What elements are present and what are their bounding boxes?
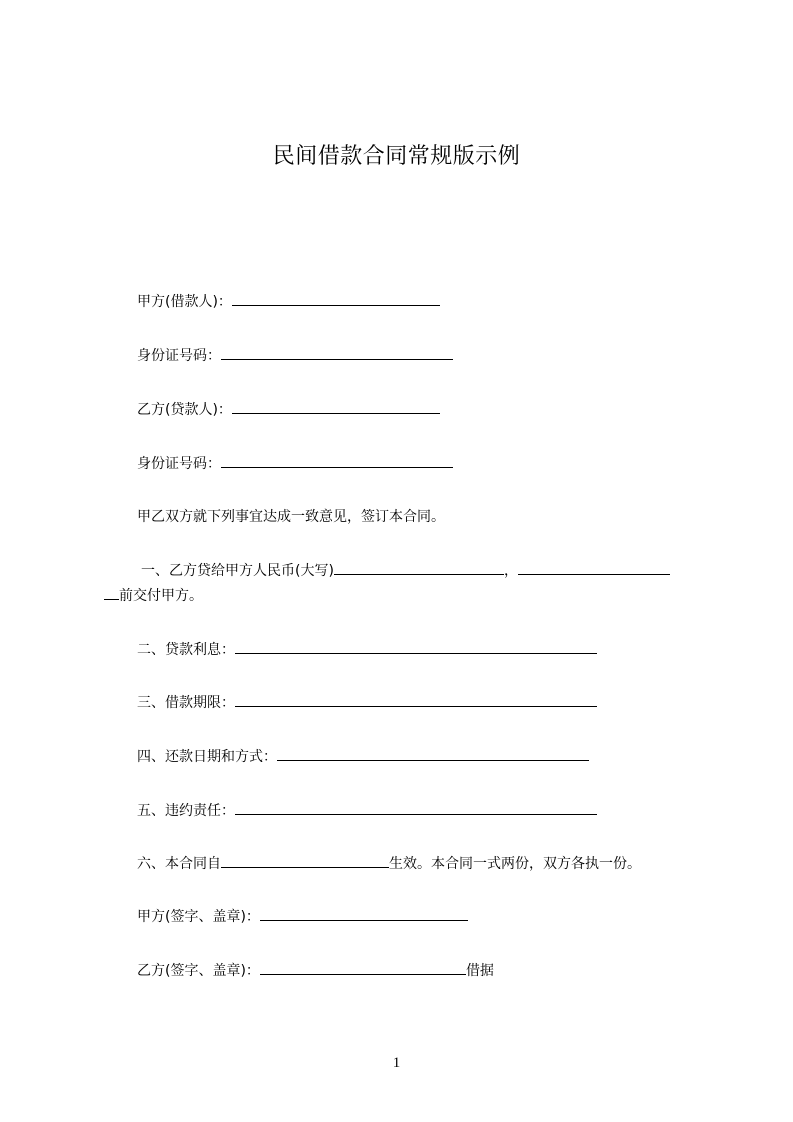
clause-2-blank[interactable] xyxy=(235,638,597,654)
signature-party-b-blank[interactable] xyxy=(260,959,466,975)
party-a-line xyxy=(137,290,440,312)
clause-6-label: 六、本合同自 xyxy=(137,856,221,872)
party-a-id-blank[interactable] xyxy=(221,344,453,360)
signature-party-a-label: 甲方(签字、盖章)： xyxy=(137,909,260,925)
clause-1-end: 前交付甲方。 xyxy=(119,588,203,604)
party-b-blank[interactable] xyxy=(232,398,440,414)
clause-6-line xyxy=(137,852,641,874)
clause-6-end: 生效。本合同一式两份，双方各执一份。 xyxy=(389,856,641,872)
clause-2-label: 二、贷款利息： xyxy=(137,642,235,658)
document-title: 民间借款合同常规版示例 xyxy=(272,144,521,169)
clause-2-line xyxy=(137,638,597,660)
clause-3-blank[interactable] xyxy=(235,691,597,707)
clause-5-blank[interactable] xyxy=(235,799,597,815)
signature-party-b-label: 乙方(签字、盖章)： xyxy=(137,963,260,979)
party-a-id-label: 身份证号码： xyxy=(137,348,221,364)
clause-1-amount-blank[interactable] xyxy=(334,559,504,575)
party-a-id-line xyxy=(137,344,453,366)
clause-1-date-blank[interactable] xyxy=(518,559,670,575)
signature-party-a-line xyxy=(137,905,468,927)
clause-1-date-blank-cont[interactable] xyxy=(104,584,119,600)
signature-party-a-blank[interactable] xyxy=(260,905,468,921)
clause-5-line xyxy=(137,799,597,821)
clause-1-label: 一、乙方贷给甲方人民币(大写) xyxy=(141,563,334,579)
clause-1-comma: ， xyxy=(503,563,518,579)
clause-4-blank[interactable] xyxy=(277,745,589,761)
party-b-line xyxy=(137,398,440,420)
clause-3-label: 三、借款期限： xyxy=(137,695,235,711)
clause-4-label: 四、还款日期和方式： xyxy=(137,749,277,765)
clause-3-line xyxy=(137,691,597,713)
signature-party-b-line xyxy=(137,959,494,981)
party-b-id-line xyxy=(137,452,453,474)
clause-1-continuation xyxy=(104,584,203,606)
party-a-label: 甲方(借款人)： xyxy=(137,294,232,310)
agreement-text: 甲乙双方就下列事宜达成一致意见，签订本合同。 xyxy=(137,509,445,525)
clause-6-blank[interactable] xyxy=(221,852,389,868)
signature-party-b-suffix: 借据 xyxy=(465,963,494,979)
party-b-id-blank[interactable] xyxy=(221,452,453,468)
party-b-label: 乙方(贷款人)： xyxy=(137,402,232,418)
party-a-blank[interactable] xyxy=(232,290,440,306)
page-number: 1 xyxy=(392,1055,401,1071)
clause-5-label: 五、违约责任： xyxy=(137,803,235,819)
party-b-id-label: 身份证号码： xyxy=(137,456,221,472)
clause-4-line xyxy=(137,745,589,767)
clause-1-line xyxy=(141,559,670,581)
